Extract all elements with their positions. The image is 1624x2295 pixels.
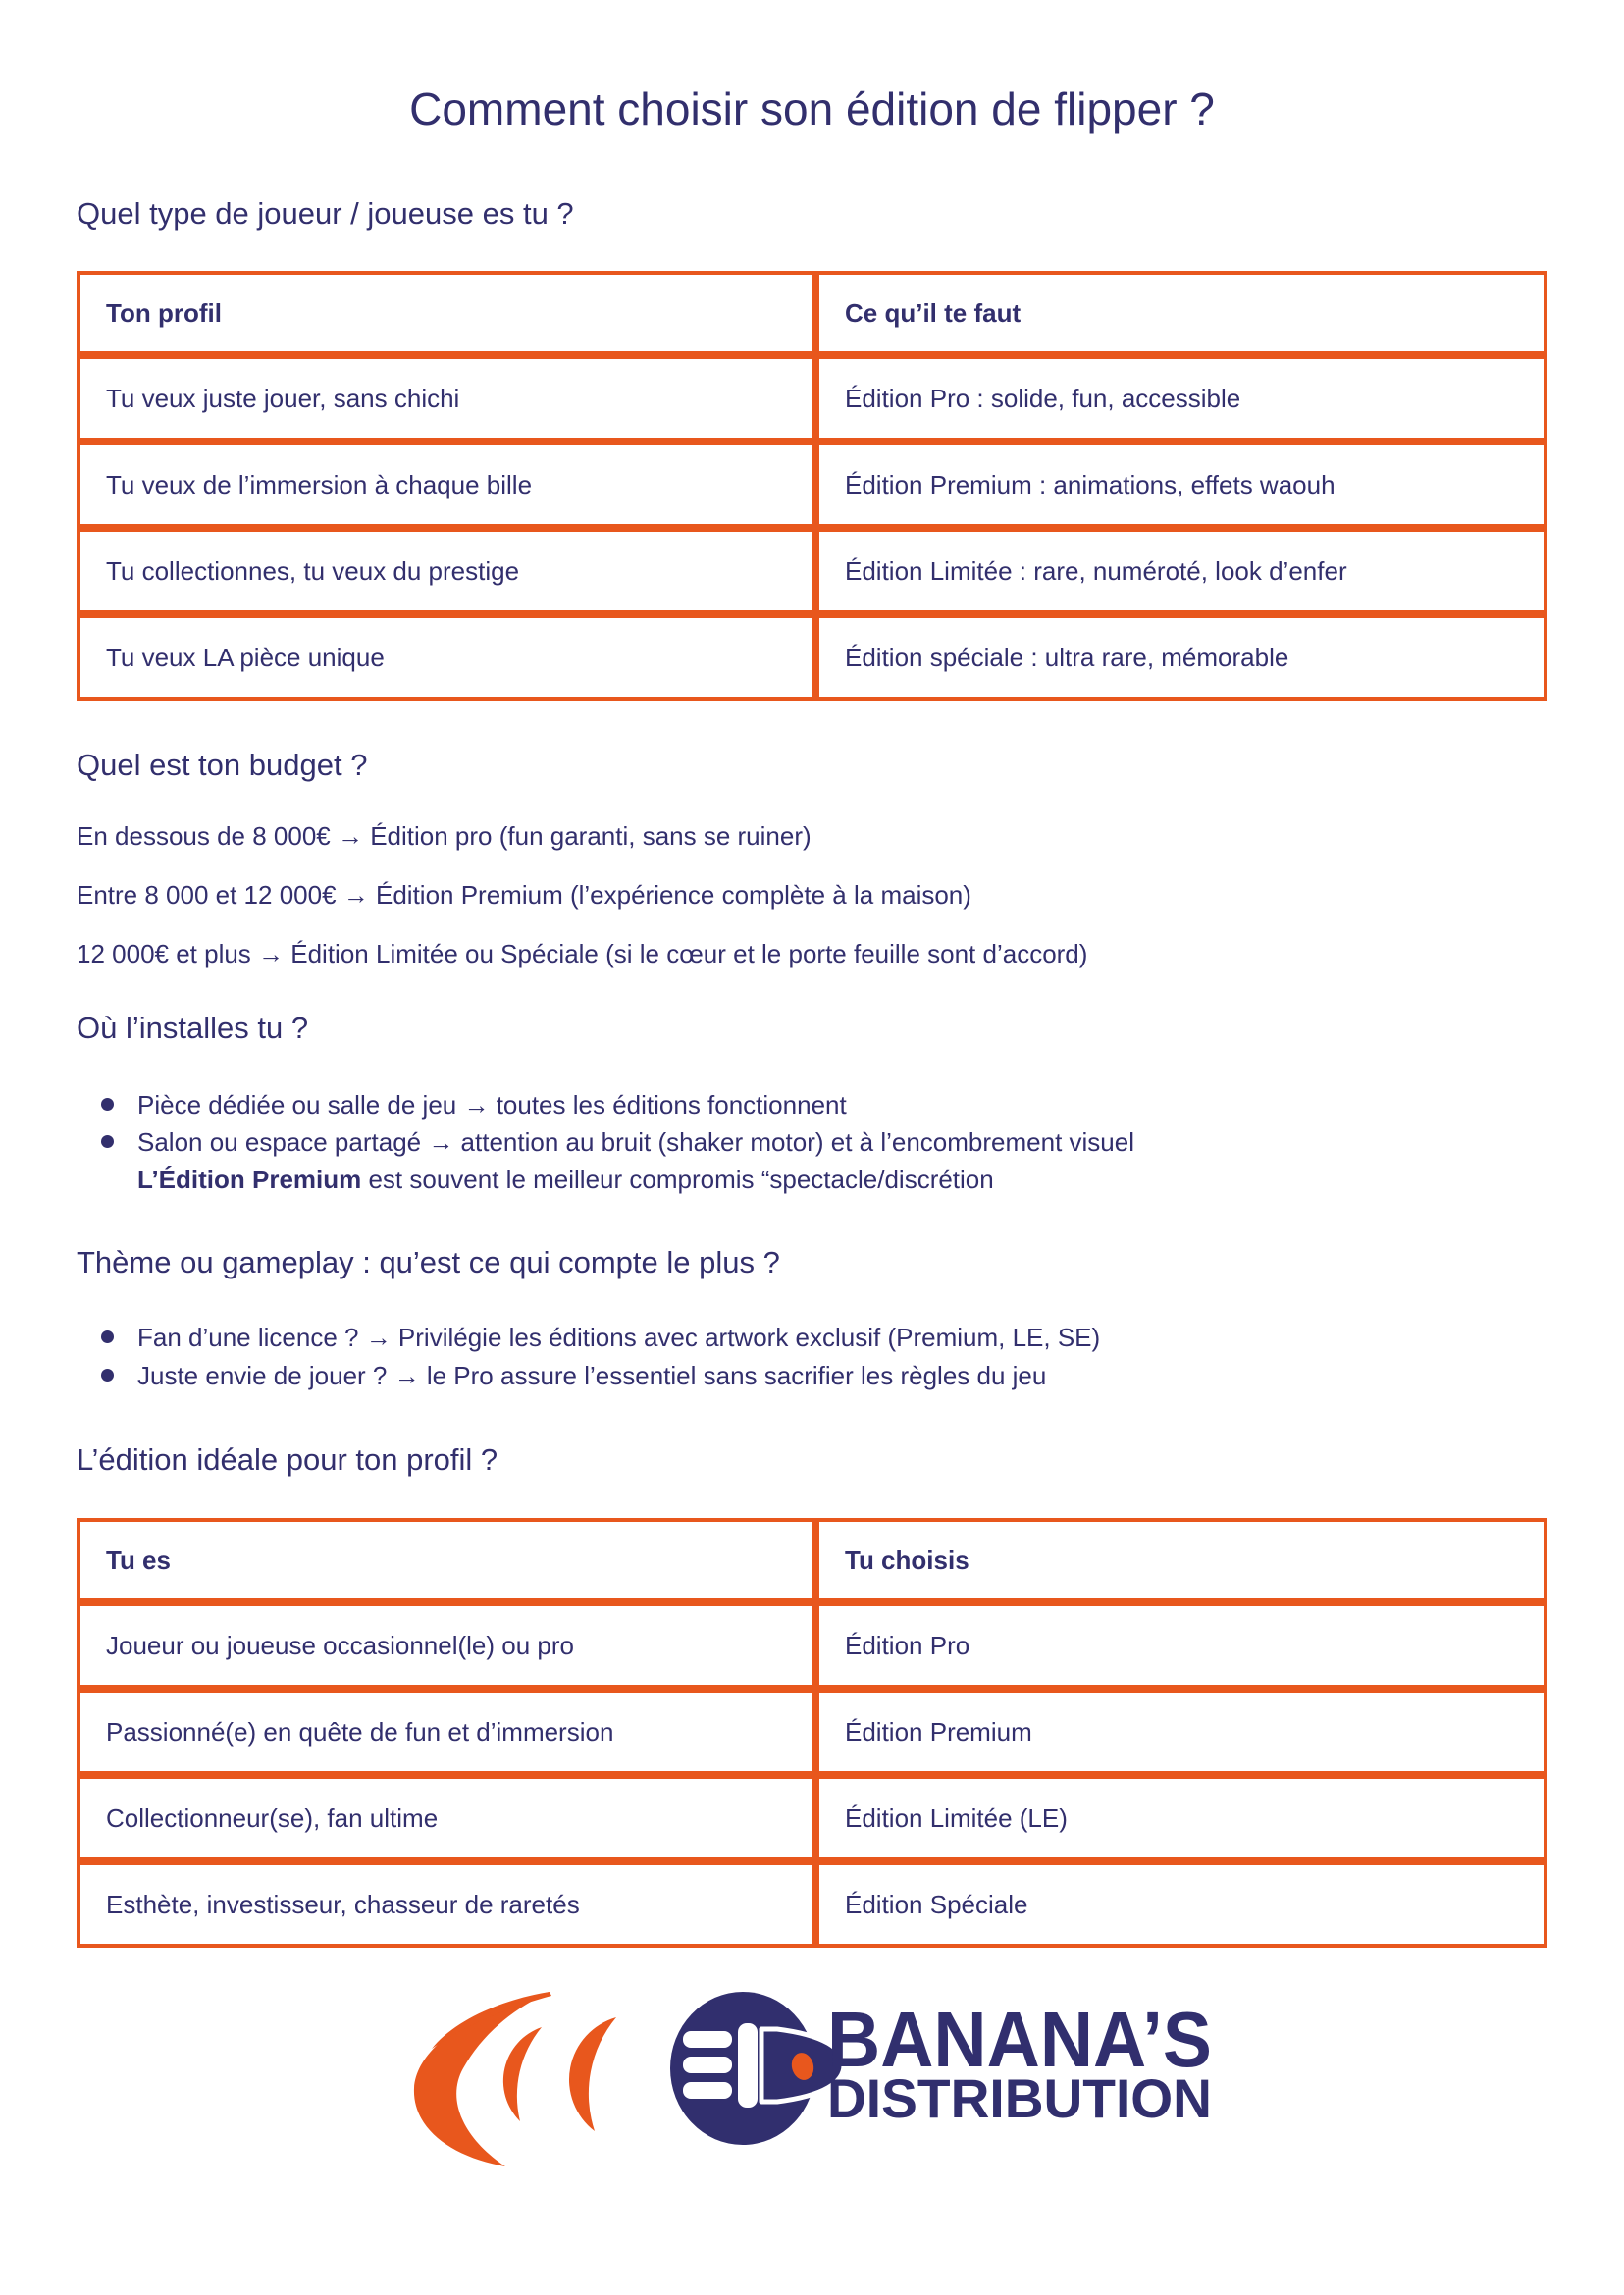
section-heading-budget: Quel est ton budget ? <box>77 748 368 782</box>
section-heading-theme: Thème ou gameplay : qu’est ce qui compte le plus ? <box>77 1245 780 1279</box>
page-title: Comment choisir son édition de flipper ? <box>409 83 1215 134</box>
bullet-item <box>77 1086 1548 1123</box>
table-cell: Tu veux de l’immersion à chaque bille <box>77 442 815 528</box>
bullet-item <box>77 1319 1548 1357</box>
table-row <box>77 1689 1547 1775</box>
table-cell: Collectionneur(se), fan ultime <box>77 1775 815 1861</box>
profile-table-header-right: Ce qu’il te faut <box>815 271 1547 355</box>
logo-swoosh-icon <box>414 1992 551 2166</box>
table-cell: Tu veux juste jouer, sans chichi <box>77 355 815 442</box>
table-row <box>77 355 1547 442</box>
table-cell: Édition spéciale : ultra rare, mémorable <box>815 614 1547 701</box>
bananas-distribution-logo <box>393 1982 1236 2237</box>
logo-bd-monogram-icon <box>670 1992 844 2145</box>
bullet-text: Salon ou espace partagé → attention au bruit (shaker motor) et à l’encombrement visuel <box>137 1127 1134 1157</box>
budget-line: En dessous de 8 000€ → Édition pro (fun garanti, sans se ruiner) <box>77 821 812 851</box>
section-heading-ideal-edition: L’édition idéale pour ton profil ? <box>77 1442 498 1477</box>
bullet-item <box>77 1357 1548 1395</box>
table-cell: Édition Pro : solide, fun, accessible <box>815 355 1547 442</box>
bullet-text: Fan d’une licence ? → Privilégie les éditions avec artwork exclusif (Premium, LE, SE) <box>137 1323 1101 1352</box>
table-cell: Édition Premium : animations, effets waouh <box>815 442 1547 528</box>
table-cell: Joueur ou joueuse occasionnel(le) ou pro <box>77 1602 815 1689</box>
section-heading-location: Où l’installes tu ? <box>77 1011 309 1045</box>
table-header-row <box>77 271 1547 355</box>
table-cell: Tu veux LA pièce unique <box>77 614 815 701</box>
table-row <box>77 1602 1547 1689</box>
table-cell: Esthète, investisseur, chasseur de raretés <box>77 1861 815 1948</box>
logo-brand-line2: DISTRIBUTION <box>827 2067 1212 2129</box>
theme-bullet-list <box>77 1319 1548 1395</box>
budget-line: 12 000€ et plus → Édition Limitée ou Spéciale (si le cœur et le porte feuille sont d’accord) <box>77 939 1088 968</box>
bullet-text: est souvent le meilleur compromis “spectacle/discrétion <box>361 1165 994 1194</box>
bullet-text: Juste envie de jouer ? → le Pro assure l’essentiel sans sacrifier les règles du jeu <box>137 1361 1047 1390</box>
logo-banana-crescent-icon <box>503 2017 616 2131</box>
table-cell: Édition Limitée (LE) <box>815 1775 1547 1861</box>
table-cell: Édition Limitée : rare, numéroté, look d’enfer <box>815 528 1547 614</box>
ideal-edition-table <box>77 1518 1547 1948</box>
table-row <box>77 528 1547 614</box>
section-heading-player-type: Quel type de joueur / joueuse es tu ? <box>77 196 574 231</box>
budget-line: Entre 8 000 et 12 000€ → Édition Premium (l’expérience complète à la maison) <box>77 880 971 910</box>
table-row <box>77 1775 1547 1861</box>
logo-brand-line1: BANANA’S <box>827 1996 1212 2083</box>
table-cell: Édition Pro <box>815 1602 1547 1689</box>
bullet-text-bold: L’Édition Premium <box>137 1165 362 1194</box>
table-cell: Tu collectionnes, tu veux du prestige <box>77 528 815 614</box>
bullet-item <box>77 1123 1548 1198</box>
ideal-table-header-right: Tu choisis <box>815 1518 1547 1602</box>
location-bullet-list <box>77 1086 1548 1198</box>
logo-graphic <box>393 1982 1236 2237</box>
profile-table <box>77 271 1547 701</box>
table-cell: Passionné(e) en quête de fun et d’immersion <box>77 1689 815 1775</box>
logo-wordmark <box>827 1996 1212 2129</box>
table-row <box>77 614 1547 701</box>
table-row <box>77 442 1547 528</box>
table-header-row <box>77 1518 1547 1602</box>
table-row <box>77 1861 1547 1948</box>
bullet-text: Pièce dédiée ou salle de jeu → toutes les éditions fonctionnent <box>137 1090 847 1120</box>
table-cell: Édition Spéciale <box>815 1861 1547 1948</box>
ideal-table-header-left: Tu es <box>77 1518 815 1602</box>
table-cell: Édition Premium <box>815 1689 1547 1775</box>
profile-table-header-left: Ton profil <box>77 271 815 355</box>
budget-lines <box>77 822 1548 999</box>
